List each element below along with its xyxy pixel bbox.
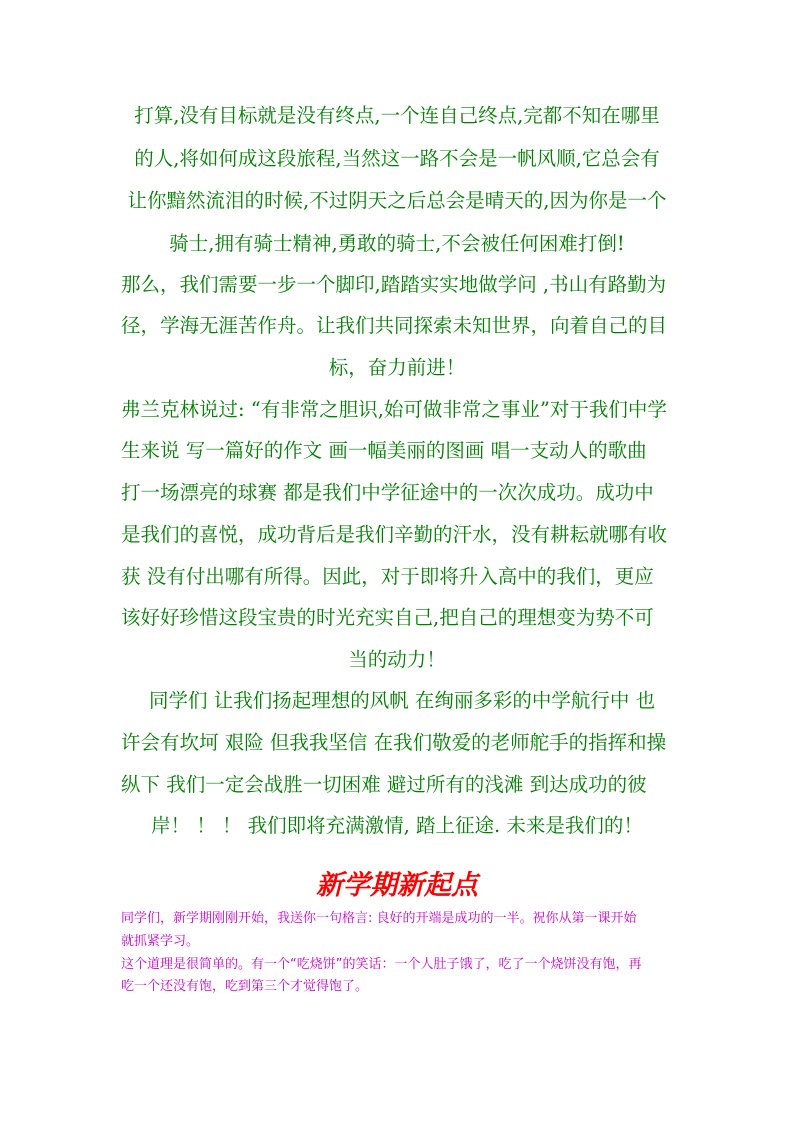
paragraph-3-line-7: 当的动力！ <box>348 648 446 671</box>
paragraph-1-line-4: 骑士,拥有骑士精神,勇敢的骑士,不会被任何困难打倒! <box>169 232 625 255</box>
paragraph-2-line-3: 标，奋力前进！ <box>328 356 466 379</box>
paragraph-3-line-1: 弗兰克林说过: “有非常之胆识,始可做非常之事业”对于我们中学 <box>121 398 667 421</box>
paragraph-4-line-1: 同学们 让我们扬起理想的风帆 在绚丽多彩的中学航行中 也 <box>149 689 656 712</box>
paragraph-3-line-4: 是我们的喜悦，成功背后是我们辛勤的汗水，没有耕耘就哪有收 <box>121 523 668 546</box>
paragraph-3-line-2: 生来说 写一篇好的作文 画一幅美丽的图画 唱一支动人的歌曲 <box>121 439 647 462</box>
paragraph-4-line-2: 许会有坎坷 艰险 但我我坚信 在我们敬爱的老师舵手的指挥和操 <box>121 731 667 754</box>
paragraph-2-line-2: 径，学海无涯苦作舟。让我们共同探索未知世界，向着自己的目 <box>121 314 668 337</box>
paragraph-5-line-1: 同学们，新学期刚刚开始，我送你一句格言: 良好的开端是成功的一半。祝你从第一课开始 <box>121 911 637 926</box>
paragraph-3-line-3: 打一场漂亮的球赛 都是我们中学征途中的一次次成功。成功中 <box>121 481 654 504</box>
paragraph-5-line-4: 吃一个还没有饱，吃到第三个才觉得饱了。 <box>121 979 369 994</box>
paragraph-1-line-3: 让你黯然流泪的时候,不过阴天之后总会是晴天的,因为你是一个 <box>127 189 667 212</box>
paragraph-3-line-5: 获 没有付出哪有所得。因此，对于即将升入高中的我们，更应 <box>121 565 654 588</box>
paragraph-4-line-4: 岸！ ！ ！ 我们即将充满激情, 踏上征途. 未来是我们的！ <box>151 814 643 837</box>
paragraph-1-line-2: 的人,将如何成这段旅程,当然这一路不会是一帆风顺,它总会有 <box>134 147 660 170</box>
paragraph-3-line-6: 该好好珍惜这段宝贵的时光充实自己,把自己的理想变为势不可 <box>121 606 654 629</box>
paragraph-5-line-2: 就抓紧学习。 <box>121 934 200 949</box>
section-title: 新学期新起点 <box>316 870 478 901</box>
paragraph-2-line-1: 那么，我们需要一步一个脚印,踏踏实实地做学问 ,书山有路勤为 <box>121 273 667 296</box>
paragraph-4-line-3: 纵下 我们一定会战胜一切困难 避过所有的浅滩 到达成功的彼 <box>121 773 647 796</box>
paragraph-1-line-1: 打算,没有目标就是没有终点,一个连自己终点,完都不知在哪里 <box>134 104 660 127</box>
paragraph-5-line-3: 这个道理是很简单的。有一个“吃烧饼”的笑话：一个人肚子饿了，吃了一个烧饼没有饱，再 <box>121 957 642 972</box>
